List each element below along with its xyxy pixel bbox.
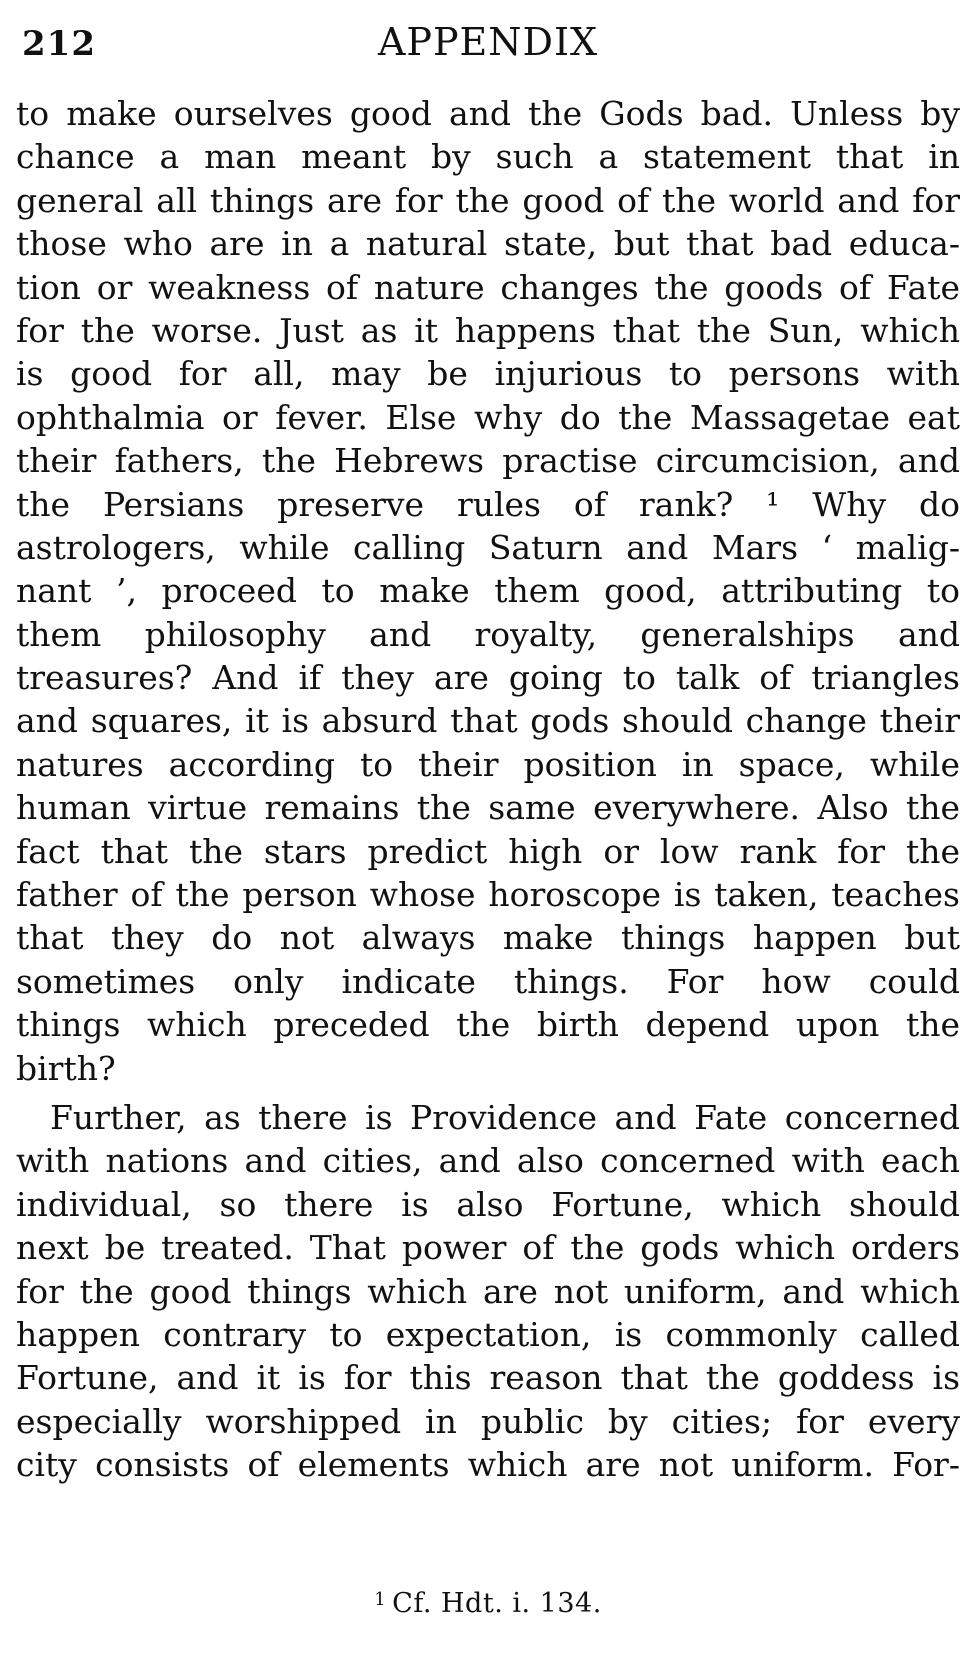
text-line: happen contrary to expectation, is commonly called [16, 1314, 960, 1354]
text-line: birth? [16, 1048, 116, 1088]
text-line: human virtue remains the same everywhere. Also the [16, 788, 960, 828]
text-line: to make ourselves good and the Gods bad. Unless by [16, 94, 960, 133]
text-line: for the good things which are not uniform, and which [16, 1271, 960, 1311]
text-line: especially worshipped in public by cities; for every [16, 1401, 960, 1441]
text-line: Further, as there is Providence and Fate concerned [50, 1097, 960, 1137]
text-line: general all things are for the good of the world and for [16, 180, 960, 220]
text-line: is good for all, may be injurious to persons with [16, 354, 960, 394]
text-line: the Persians preserve rules of rank? ¹ Why do [16, 484, 960, 524]
running-title: APPENDIX [377, 20, 599, 64]
text-line: that they do not always make things happen but [16, 918, 960, 958]
paragraph-2 [16, 1096, 960, 1487]
text-line: fact that the stars predict high or low rank for the [16, 831, 960, 871]
text-line: city consists of elements which are not uniform. For- [16, 1445, 960, 1485]
text-line: father of the person whose horoscope is taken, teaches [16, 875, 960, 915]
footnote-text: Cf. Hdt. i. 134. [392, 1588, 602, 1619]
paragraph-1 [16, 92, 960, 1090]
text-line: astrologers, while calling Saturn and Mars ‘ malig- [16, 527, 960, 567]
text-line: things which preceded the birth depend upon the [16, 1005, 960, 1045]
text-line: with nations and cities, and also concerned with each [16, 1141, 960, 1181]
text-line: nant ’, proceed to make them good, attributing to [16, 571, 960, 611]
text-line: and squares, it is absurd that gods should change their [16, 701, 960, 741]
page-number: 212 [22, 24, 96, 64]
text-line: individual, so there is also Fortune, which should [16, 1184, 960, 1224]
text-line: treasures? And if they are going to talk of triangles [16, 658, 960, 698]
text-line: their fathers, the Hebrews practise circumcision, and [16, 441, 960, 481]
text-line: ophthalmia or fever. Else why do the Massagetae eat [16, 397, 960, 437]
text-line: natures according to their position in space, while [16, 744, 960, 784]
body-text [16, 92, 960, 1487]
footnote-marker: 1 [374, 1589, 387, 1610]
text-line: Fortune, and it is for this reason that the goddess is [16, 1358, 960, 1398]
text-line: tion or weakness of nature changes the goods of Fate [16, 267, 960, 307]
footnote [0, 1588, 976, 1619]
page-header [22, 16, 954, 72]
text-line: next be treated. That power of the gods which orders [16, 1228, 960, 1268]
text-line: them philosophy and royalty, generalships and [16, 614, 960, 654]
text-line: those who are in a natural state, but that bad educa- [16, 224, 960, 264]
text-line: sometimes only indicate things. For how could [16, 961, 960, 1001]
text-line: for the worse. Just as it happens that the Sun, which [16, 310, 960, 350]
text-line: chance a man meant by such a statement that in [16, 137, 960, 177]
